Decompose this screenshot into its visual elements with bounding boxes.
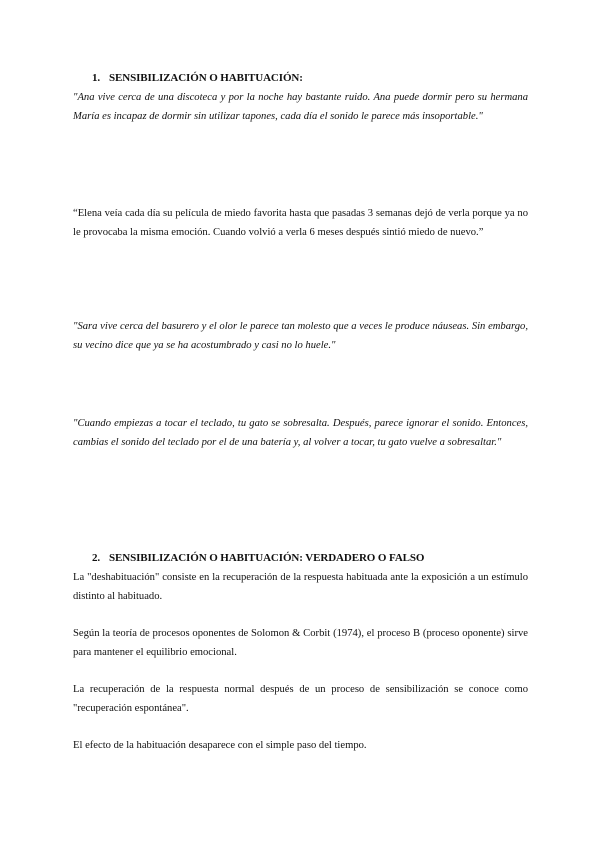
section-2-number: 2. (92, 552, 101, 564)
section-1-heading (92, 72, 303, 84)
case-elena: “Elena veía cada día su película de miedo favorita hasta que pasadas 3 semanas dejó de verla porque ya no le provocaba la misma emoción. Cuando volvió a verla 6 meses después sintió miedo de nuevo.” (73, 208, 528, 238)
section-1-number: 1. (92, 72, 101, 84)
case-ana: "Ana vive cerca de una discoteca y por la noche hay bastante ruido. Ana puede dormir pero su hermana María es incapaz de dormir sin utilizar tapones, cada día el sonido le parece más insoportable." (73, 92, 528, 122)
case-sara: "Sara vive cerca del basurero y el olor le parece tan molesto que a veces le produce náuseas. Sin embargo, su vecino dice que ya se ha acostumbrado y casi no lo huele." (73, 321, 528, 351)
statement-deshabituacion: La "deshabituación" consiste en la recuperación de la respuesta habituada ante la exposición a un estímulo distinto al habituado. (73, 572, 528, 602)
statement-recuperacion-espontanea: La recuperación de la respuesta normal después de un proceso de sensibilización se conoce como "recuperación espontánea". (73, 684, 528, 714)
section-2-title: SENSIBILIZACIÓN O HABITUACIÓN: VERDADERO O FALSO (109, 552, 425, 564)
statement-procesos-oponentes: Según la teoría de procesos oponentes de Solomon & Corbit (1974), el proceso B (proceso oponente) sirve para mantener el equilibrio emocional. (73, 628, 528, 658)
section-1-title: SENSIBILIZACIÓN O HABITUACIÓN: (109, 72, 303, 84)
section-2-heading (92, 552, 424, 564)
statement-paso-del-tiempo: El efecto de la habituación desaparece con el simple paso del tiempo. (73, 740, 367, 751)
case-gato: "Cuando empiezas a tocar el teclado, tu gato se sobresalta. Después, parece ignorar el sonido. Entonces, cambias el sonido del teclado por el de una batería y, al volver a tocar, tu gato vuelve a sobresaltar." (73, 418, 528, 448)
